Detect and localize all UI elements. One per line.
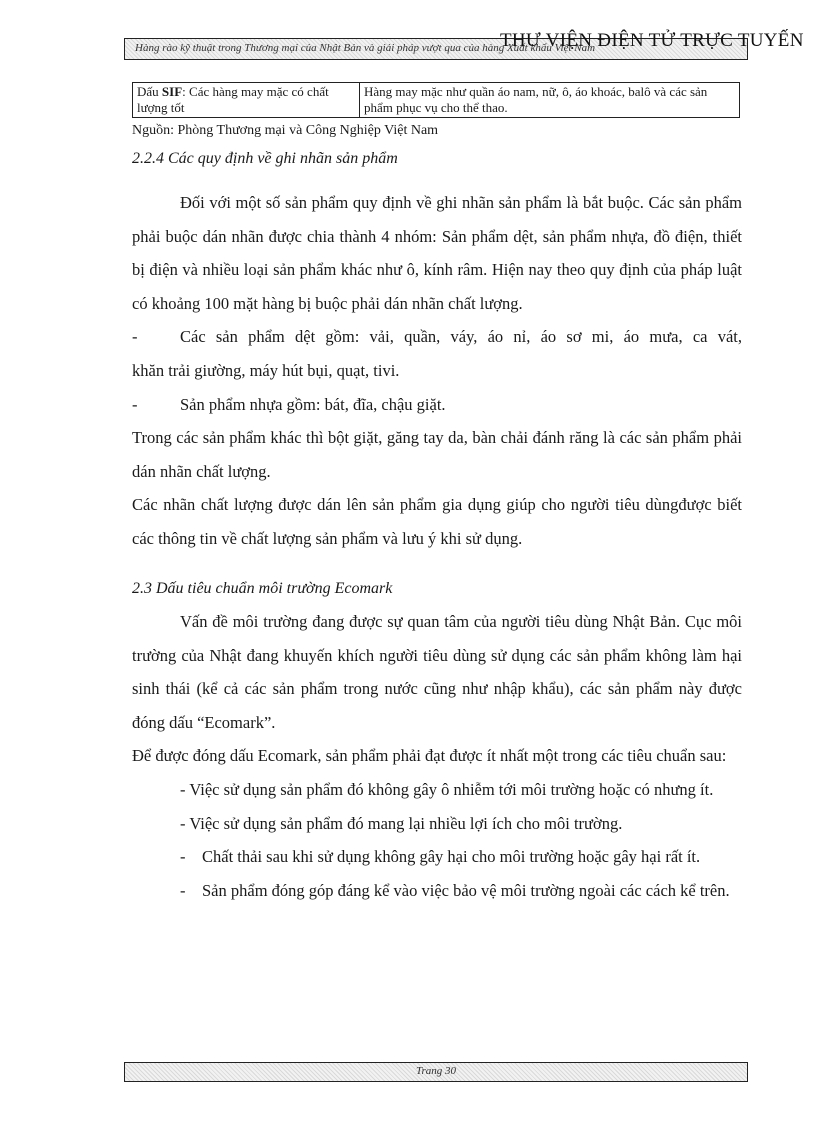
list-item-text: Sản phẩm nhựa gồm: bát, đĩa, chậu giặt.	[180, 394, 446, 414]
mark-prefix: Dấu	[137, 84, 162, 99]
page-footer	[124, 1062, 748, 1082]
product-scope-cell: Hàng may mặc như quần áo nam, nữ, ô, áo khoác, balô và các sản phẩm phục vụ cho thể thao.	[360, 83, 740, 118]
section-2-2-4-body	[132, 186, 742, 556]
list-item	[132, 388, 742, 422]
section-heading-2-3: 2.3 Dấu tiêu chuẩn môi trường Ecomark	[132, 580, 393, 597]
section-heading-2-2-4: 2.2.4 Các quy định về ghi nhãn sản phẩm	[132, 150, 398, 167]
list-item-continuation: khăn trải giường, máy hút bụi, quạt, tivi.	[132, 360, 400, 380]
criterion-text: Sản phẩm đóng góp đáng kể vào việc bảo vệ môi trường ngoài các cách kể trên.	[202, 880, 730, 900]
paragraph: Các nhãn chất lượng được dán lên sản phẩm gia dụng giúp cho người tiêu dùngđược biết các thông tin về chất lượng sản phẩm và lưu ý khi sử dụng.	[132, 495, 742, 548]
paragraph: Vấn đề môi trường đang được sự quan tâm của người tiêu dùng Nhật Bản. Cục môi trường của Nhật đang khuyến khích người tiêu dùng sử dụng các sản phẩm không làm hại sinh thái (kể cả các sản phẩm trong nước cũng như nhập khẩu), các sản phẩm này được đóng dấu “Ecomark”.	[132, 612, 742, 732]
criterion-item	[132, 874, 742, 908]
table-row	[133, 83, 740, 118]
paragraph: Để được đóng dấu Ecomark, sản phẩm phải đạt được ít nhất một trong các tiêu chuẩn sau:	[132, 746, 727, 766]
paragraph: Đối với một số sản phẩm quy định về ghi nhãn sản phẩm là bắt buộc. Các sản phẩm phải buộc dán nhãn được chia thành 4 nhóm: Sản phẩm dệt, sản phẩm nhựa, đồ điện, thiết bị điện và nhiều loại sản phẩm khác như ô, kính râm. Hiện nay theo quy định của pháp luật có khoảng 100 mặt hàng bị buộc phải dán nhãn chất lượng.	[132, 193, 742, 313]
sif-mark-table	[132, 82, 740, 118]
criterion-item	[132, 840, 742, 874]
criterion-item: - Việc sử dụng sản phẩm đó không gây ô nhiễm tới môi trường hoặc có nhưng ít.	[180, 779, 714, 799]
paragraph: Trong các sản phẩm khác thì bột giặt, găng tay da, bàn chải đánh răng là các sản phẩm phải dán nhãn chất lượng.	[132, 428, 742, 481]
criterion-text: Chất thải sau khi sử dụng không gây hại cho môi trường hoặc gây hại rất ít.	[202, 847, 701, 867]
mark-name-cell	[133, 83, 360, 118]
section-2-3-body	[132, 605, 742, 907]
dash-marker: -	[180, 847, 186, 867]
dash-marker: -	[132, 394, 138, 414]
list-item	[132, 320, 742, 354]
mark-code: SIF	[161, 84, 183, 99]
list-item-text: Các sản phẩm dệt gồm: vải, quần, váy, áo nỉ, áo sơ mi, áo mưa, ca vát,	[180, 327, 742, 347]
dash-marker: -	[180, 880, 186, 900]
library-watermark: THƯ VIỆN ĐIỆN TỬ TRỰC TUYẾN	[500, 30, 804, 51]
dash-marker: -	[132, 327, 138, 347]
mark-description: : Các hàng may mặc có chất lượng tốt	[137, 84, 329, 115]
running-header-title: Hàng rào kỹ thuật trong Thương mại của Nhật Bản và giải pháp vượt qua của hàng Xuất khẩu Việt Nam	[135, 42, 596, 54]
table-source-note: Nguồn: Phòng Thương mại và Công Nghiệp Việt Nam	[132, 123, 439, 138]
page-number: Trang 30	[415, 1065, 457, 1077]
criterion-item: - Việc sử dụng sản phẩm đó mang lại nhiều lợi ích cho môi trường.	[180, 813, 623, 833]
